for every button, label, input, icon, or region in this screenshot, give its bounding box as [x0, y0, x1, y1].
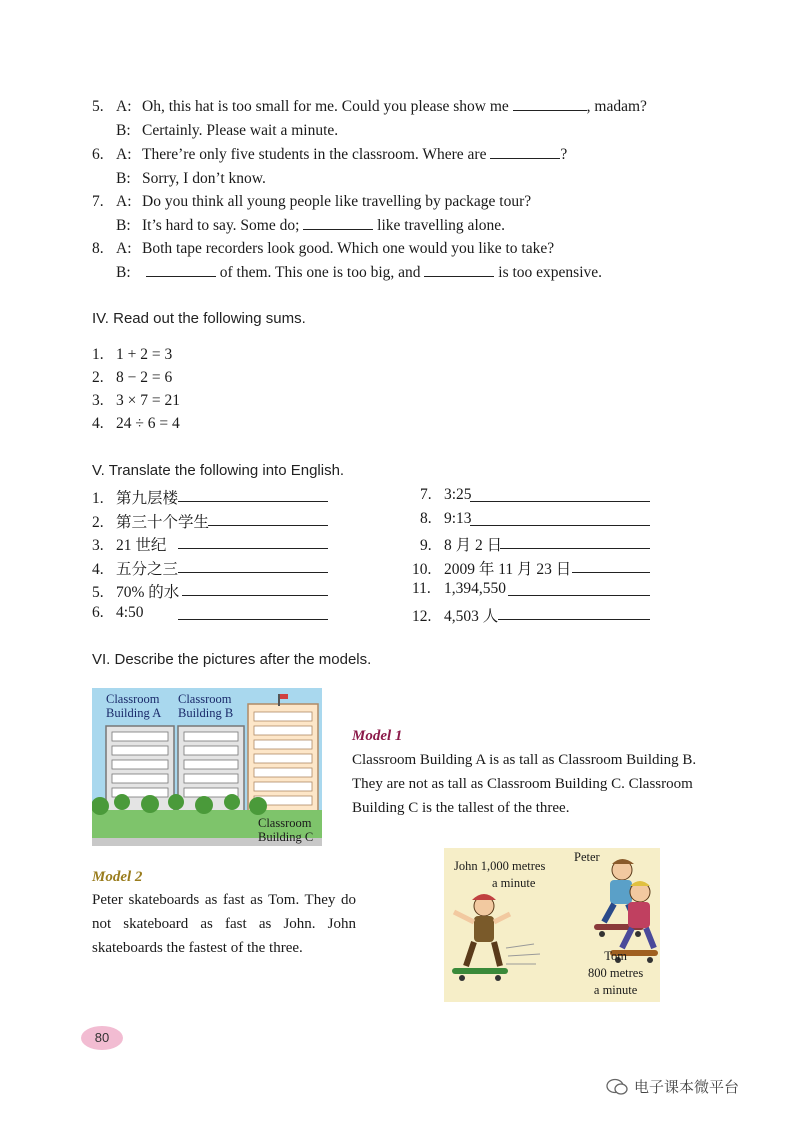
list-item: 2. 第三十个学生: [92, 514, 210, 531]
item-5-line-a: 5. A: Oh, this hat is too small for me. Could you please show me , madam?: [92, 98, 647, 115]
label-peter: Peter: [574, 850, 600, 864]
answer-blank[interactable]: [470, 513, 650, 526]
answer-blank[interactable]: [303, 217, 373, 230]
answer-blank[interactable]: [572, 560, 650, 573]
model-1-title: Model 1: [352, 728, 403, 744]
answer-blank[interactable]: [424, 264, 494, 277]
list-item: 12. 4,503 人: [412, 608, 499, 625]
item-7-line-b: B: It’s hard to say. Some do; like travelling alone.: [116, 217, 506, 234]
item-7-line-a: 7. A: Do you think all young people like travelling by package tour?: [92, 193, 532, 210]
label-tom: Tom 800 metres a minute: [588, 949, 644, 997]
model-1-text: Classroom Building A is as tall as Classroom Building B. They are not as tall as Classroom Building C. Classroom Building C is the tallest of the three.: [352, 752, 697, 816]
answer-blank[interactable]: [208, 513, 328, 526]
answer-blank[interactable]: [178, 560, 328, 573]
model-2-text: Peter skateboards as fast as Tom. They do not skateboard as fast as John. John skateboards the fastest of the three.: [92, 892, 356, 956]
list-item: 4. 五分之三: [92, 561, 179, 578]
answer-blank[interactable]: [500, 536, 650, 549]
answer-blank[interactable]: [146, 264, 216, 277]
item-8-line-a: 8. A: Both tape recorders look good. Which one would you like to take?: [92, 240, 555, 257]
answer-blank[interactable]: [178, 607, 328, 620]
list-item: 3. 21 世纪: [92, 537, 167, 554]
list-item: 8. 9:13: [420, 510, 472, 527]
label-building-a: Classroom Building A: [106, 692, 162, 720]
item-5-line-b: B: Certainly. Please wait a minute.: [116, 122, 339, 139]
model-2-title: Model 2: [92, 869, 143, 885]
list-item: 2. 8 − 2 = 6: [92, 369, 173, 386]
watermark: 电子课本微平台: [606, 1076, 786, 1098]
list-item: 10. 2009 年 11 月 23 日: [412, 561, 572, 578]
label-john: John 1,000 metres a minute: [454, 859, 546, 890]
list-item: 1. 1 + 2 = 3: [92, 346, 173, 363]
list-item: 4. 24 ÷ 6 = 4: [92, 415, 180, 432]
answer-blank[interactable]: [498, 607, 650, 620]
page-number: 80: [81, 1026, 123, 1050]
list-item: 11. 1,394,550: [412, 580, 506, 597]
answer-blank[interactable]: [178, 489, 328, 502]
list-item: 1. 第九层楼: [92, 490, 179, 507]
answer-blank[interactable]: [490, 146, 560, 159]
list-item: 7. 3:25: [420, 486, 472, 503]
label-building-b: Classroom Building B: [178, 692, 234, 720]
answer-blank[interactable]: [470, 489, 650, 502]
skateboarders-illustration: [444, 848, 660, 1002]
answer-blank[interactable]: [182, 583, 328, 596]
list-item: 3. 3 × 7 = 21: [92, 392, 180, 409]
section-6-heading: VI. Describe the pictures after the models.: [92, 651, 372, 668]
list-item: 9. 8 月 2 日: [420, 537, 503, 554]
list-item: 5. 70% 的水: [92, 584, 180, 601]
label-building-c: Classroom Building C: [258, 816, 314, 844]
item-8-line-b: B: of them. This one is too big, and is too expensive.: [116, 264, 603, 281]
section-5-heading: V. Translate the following into English.: [92, 462, 345, 479]
section-4-heading: IV. Read out the following sums.: [92, 310, 306, 327]
answer-blank[interactable]: [178, 536, 328, 549]
answer-blank[interactable]: [508, 583, 650, 596]
buildings-illustration: [92, 688, 322, 846]
item-6-line-a: 6. A: There’re only five students in the classroom. Where are ?: [92, 146, 568, 163]
chat-bubble-icon: [606, 1078, 628, 1096]
item-6-line-b: B: Sorry, I don’t know.: [116, 170, 266, 187]
answer-blank[interactable]: [513, 98, 587, 111]
list-item: 6. 4:50: [92, 604, 144, 621]
